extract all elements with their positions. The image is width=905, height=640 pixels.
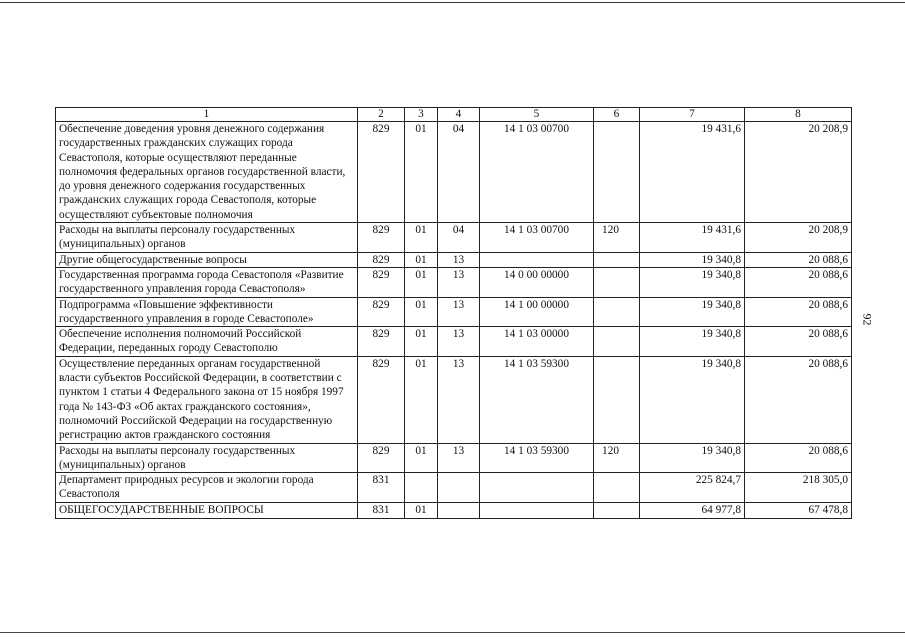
ministry-code-cell: 829 (358, 267, 405, 297)
header-cell: 6 (594, 108, 640, 122)
amount-year2-cell: 67 478,8 (745, 502, 852, 518)
subsection-code-cell: 13 (438, 327, 480, 357)
row-name-cell: Другие общегосударственные вопросы (56, 252, 358, 267)
amount-year1-cell: 19 431,6 (640, 223, 745, 253)
subsection-code-cell: 13 (438, 297, 480, 327)
amount-year1-cell: 19 340,8 (640, 252, 745, 267)
header-cell: 3 (405, 108, 438, 122)
table-row (56, 297, 852, 327)
target-article-cell: 14 1 03 59300 (480, 443, 594, 473)
section-code-cell: 01 (405, 223, 438, 253)
ministry-code-cell: 829 (358, 297, 405, 327)
amount-year2-cell: 218 305,0 (745, 473, 852, 503)
row-name-cell: Подпрограмма «Повышение эффективности государственного управления в городе Севастополе» (56, 297, 358, 327)
top-border-line (0, 2, 905, 3)
amount-year1-cell: 19 340,8 (640, 327, 745, 357)
section-code-cell: 01 (405, 297, 438, 327)
expense-type-cell (594, 473, 640, 503)
amount-year1-cell: 19 340,8 (640, 356, 745, 443)
row-name-cell: Департамент природных ресурсов и экологии города Севастополя (56, 473, 358, 503)
bottom-border-line (0, 632, 905, 633)
table-row (56, 122, 852, 223)
amount-year1-cell: 64 977,8 (640, 502, 745, 518)
header-cell: 7 (640, 108, 745, 122)
subsection-code-cell (438, 502, 480, 518)
expense-type-cell (594, 122, 640, 223)
ministry-code-cell: 829 (358, 327, 405, 357)
amount-year1-cell: 19 340,8 (640, 267, 745, 297)
ministry-code-cell: 829 (358, 356, 405, 443)
expense-type-cell (594, 252, 640, 267)
ministry-code-cell: 829 (358, 252, 405, 267)
amount-year2-cell: 20 088,6 (745, 252, 852, 267)
target-article-cell: 14 1 03 00000 (480, 327, 594, 357)
table-row (56, 473, 852, 503)
subsection-code-cell: 04 (438, 122, 480, 223)
target-article-cell (480, 252, 594, 267)
expense-type-cell: 120 (594, 443, 640, 473)
subsection-code-cell: 13 (438, 356, 480, 443)
section-code-cell: 01 (405, 356, 438, 443)
expense-type-cell (594, 297, 640, 327)
table-row (56, 252, 852, 267)
section-code-cell: 01 (405, 327, 438, 357)
ministry-code-cell: 831 (358, 502, 405, 518)
amount-year2-cell: 20 088,6 (745, 267, 852, 297)
subsection-code-cell: 13 (438, 252, 480, 267)
row-name-cell: Расходы на выплаты персоналу государственных (муниципальных) органов (56, 223, 358, 253)
expense-type-cell (594, 267, 640, 297)
section-code-cell: 01 (405, 502, 438, 518)
subsection-code-cell: 13 (438, 443, 480, 473)
amount-year2-cell: 20 088,6 (745, 443, 852, 473)
header-cell: 8 (745, 108, 852, 122)
header-cell: 5 (480, 108, 594, 122)
section-code-cell: 01 (405, 122, 438, 223)
amount-year1-cell: 19 340,8 (640, 443, 745, 473)
ministry-code-cell: 829 (358, 122, 405, 223)
target-article-cell: 14 1 03 00700 (480, 223, 594, 253)
amount-year2-cell: 20 208,9 (745, 223, 852, 253)
row-name-cell: ОБЩЕГОСУДАРСТВЕННЫЕ ВОПРОСЫ (56, 502, 358, 518)
table-row (56, 267, 852, 297)
section-code-cell: 01 (405, 252, 438, 267)
header-cell: 2 (358, 108, 405, 122)
table-row (56, 223, 852, 253)
row-name-cell: Государственная программа города Севастополя «Развитие государственного управления города Севастополя» (56, 267, 358, 297)
expense-type-cell (594, 356, 640, 443)
table-row (56, 502, 852, 518)
amount-year2-cell: 20 088,6 (745, 356, 852, 443)
ministry-code-cell: 831 (358, 473, 405, 503)
row-name-cell: Расходы на выплаты персоналу государственных (муниципальных) органов (56, 443, 358, 473)
subsection-code-cell: 04 (438, 223, 480, 253)
expense-type-cell (594, 327, 640, 357)
expense-type-cell: 120 (594, 223, 640, 253)
target-article-cell (480, 502, 594, 518)
amount-year1-cell: 19 340,8 (640, 297, 745, 327)
target-article-cell: 14 1 03 59300 (480, 356, 594, 443)
row-name-cell: Осуществление переданных органам государственной власти субъектов Российской Федерации, в соответствии с пунктом 1 статьи 4 Федерального закона от 15 ноября 1997 года № 143-ФЗ «Об актах гражданского состояния», полномочий Российской Федерации на государственную регистрацию актов гражданского состояния (56, 356, 358, 443)
section-code-cell: 01 (405, 443, 438, 473)
amount-year1-cell: 19 431,6 (640, 122, 745, 223)
target-article-cell: 14 1 03 00700 (480, 122, 594, 223)
header-cell: 1 (56, 108, 358, 122)
amount-year2-cell: 20 208,9 (745, 122, 852, 223)
table-row (56, 327, 852, 357)
section-code-cell: 01 (405, 267, 438, 297)
subsection-code-cell: 13 (438, 267, 480, 297)
row-name-cell: Обеспечение исполнения полномочий Российской Федерации, переданных городу Севастополю (56, 327, 358, 357)
table-header-row (56, 108, 852, 122)
target-article-cell: 14 1 00 00000 (480, 297, 594, 327)
ministry-code-cell: 829 (358, 443, 405, 473)
ministry-code-cell: 829 (358, 223, 405, 253)
page-number: 92 (860, 313, 875, 326)
amount-year2-cell: 20 088,6 (745, 327, 852, 357)
section-code-cell (405, 473, 438, 503)
table-row (56, 356, 852, 443)
table-row (56, 443, 852, 473)
expense-type-cell (594, 502, 640, 518)
target-article-cell: 14 0 00 00000 (480, 267, 594, 297)
row-name-cell: Обеспечение доведения уровня денежного содержания государственных гражданских служащих города Севастополя, которые осуществляют переданные полномочия федеральных органов государственной власти, до уровня денежного содержания государственных гражданских служащих города Севастополя, которые осуществляют субъектовые полномочия (56, 122, 358, 223)
target-article-cell (480, 473, 594, 503)
subsection-code-cell (438, 473, 480, 503)
budget-table (55, 107, 852, 519)
amount-year2-cell: 20 088,6 (745, 297, 852, 327)
table-body (56, 108, 852, 519)
header-cell: 4 (438, 108, 480, 122)
amount-year1-cell: 225 824,7 (640, 473, 745, 503)
